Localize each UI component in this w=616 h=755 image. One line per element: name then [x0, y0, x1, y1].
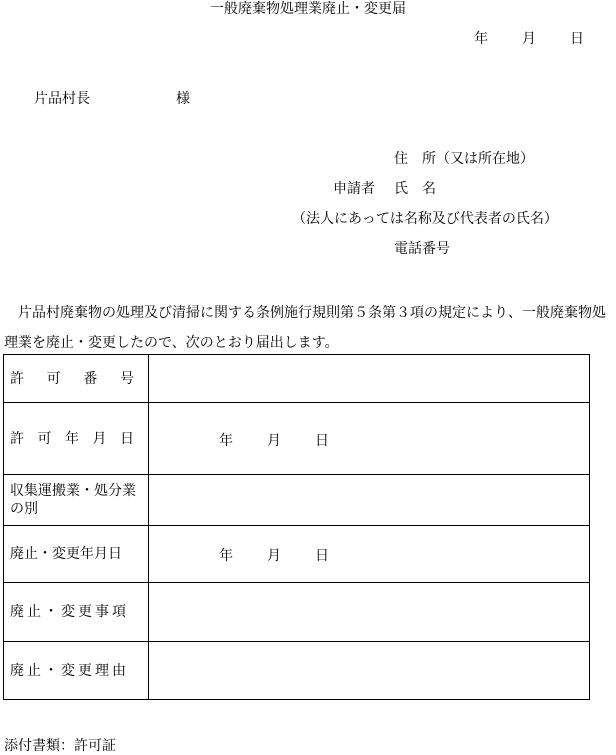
table-row-business-type: [4, 475, 590, 526]
table-row-change-date: [4, 526, 590, 583]
addressee-honorific: 様: [176, 91, 190, 107]
applicant-label: 申請者: [333, 181, 375, 197]
addressee: [34, 90, 190, 108]
applicant-phone-label: 電話番号: [394, 241, 450, 257]
document-title: 一般廃棄物処理業廃止・変更届: [210, 1, 406, 17]
permit-date-label: 許 可 年 月 日: [4, 403, 149, 475]
applicant-address-label: 住 所（又は所在地）: [394, 151, 534, 167]
permit-date-month-label: 月: [267, 432, 281, 449]
business-type-field[interactable]: [149, 475, 590, 526]
date-day-label: 日: [570, 31, 584, 47]
applicant-corp-note: （法人にあっては名称及び代表者の氏名）: [292, 211, 558, 227]
attachment-note: 添付書類：許可証: [4, 738, 116, 754]
table-row-permit-number: [4, 355, 590, 403]
change-date-month-label: 月: [267, 548, 281, 564]
date-year-label: 年: [474, 31, 488, 47]
permit-number-label: 許 可 番 号: [4, 355, 149, 403]
applicant-name-label: 氏 名: [394, 181, 436, 197]
addressee-name: 片品村長: [34, 91, 90, 107]
table-row-change-items: [4, 583, 590, 642]
permit-number-field[interactable]: [149, 355, 590, 403]
change-items-label: 廃止・変更事項: [4, 583, 149, 642]
change-date-field[interactable]: [149, 526, 590, 583]
permit-date-day-label: 日: [315, 432, 329, 449]
change-date-day-label: 日: [315, 548, 329, 564]
permit-date-field[interactable]: [149, 403, 590, 475]
table-row-permit-date: [4, 403, 590, 475]
change-date-label: 廃止・変更年月日: [4, 526, 149, 583]
date-month-label: 月: [522, 31, 536, 47]
change-items-field[interactable]: [149, 583, 590, 642]
notification-table: [3, 354, 590, 700]
permit-date-year-label: 年: [219, 432, 233, 449]
change-reason-label: 廃止・変更理由: [4, 642, 149, 700]
change-date-year-label: 年: [219, 548, 233, 564]
change-reason-field[interactable]: [149, 642, 590, 700]
body-paragraph: [4, 298, 616, 358]
table-row-change-reason: [4, 642, 590, 700]
business-type-label: 収集運搬業・処分業の別: [4, 475, 149, 526]
body-text: 片品村廃棄物の処理及び清掃に関する条例施行規則第５条第３項の規定により、一般廃棄物処理業を廃止・変更したので、次のとおり届出します。: [4, 305, 606, 351]
